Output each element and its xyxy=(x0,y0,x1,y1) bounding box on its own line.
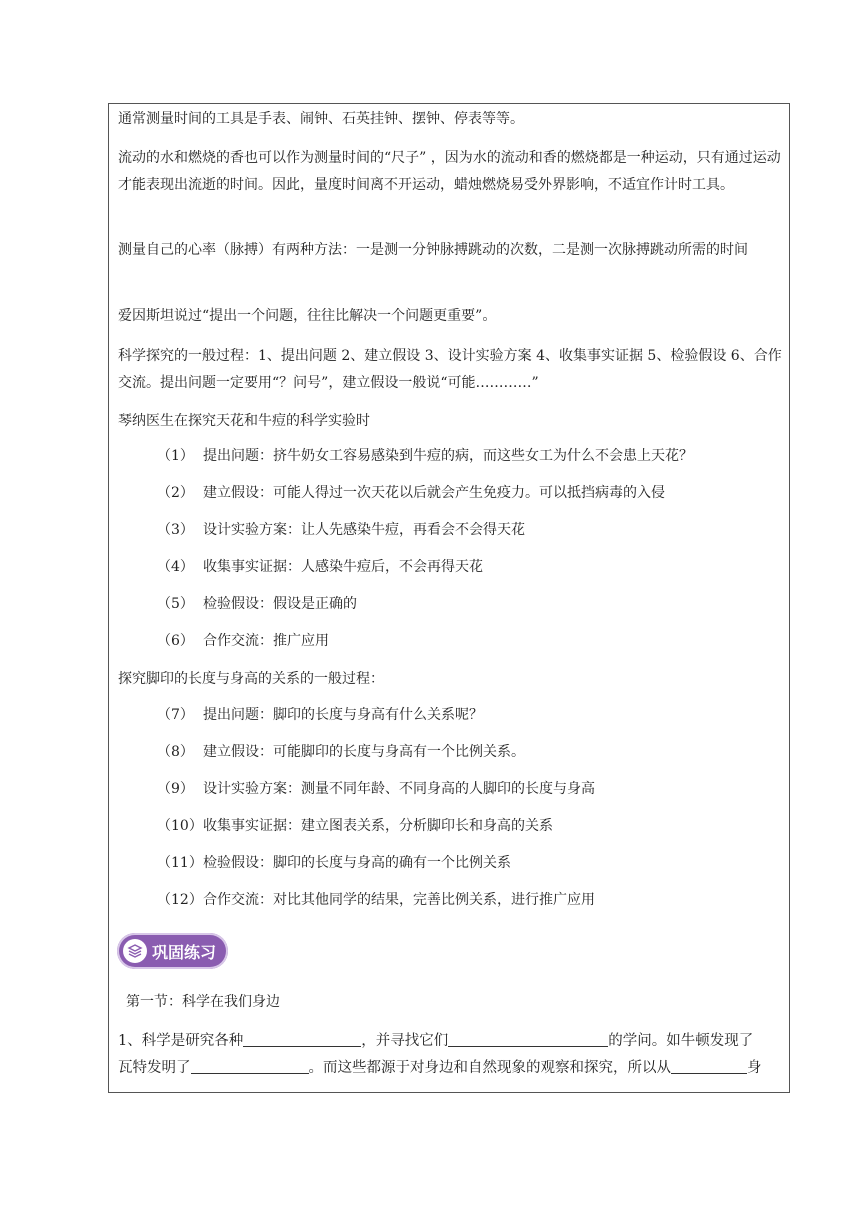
paragraph-heart-rate: 测量自己的心率（脉搏）有两种方法：一是测一分钟脉搏跳动的次数，二是测一次脉搏跳动所需的时间 xyxy=(118,242,748,258)
answer-blank[interactable] xyxy=(448,1030,608,1047)
answer-blank[interactable] xyxy=(671,1057,747,1074)
paragraph-footprint: 探究脚印的长度与身高的关系的一般过程： xyxy=(118,671,384,687)
list-item: （6） 合作交流：推广应用 xyxy=(157,633,329,649)
paragraph-einstein: 爱因斯坦说过“提出一个问题，往往比解决一个问题更重要”。 xyxy=(118,308,497,324)
paragraph-jenner: 琴纳医生在探究天花和牛痘的科学实验时 xyxy=(118,413,370,429)
paragraph-water-incense: 流动的水和燃烧的香也可以作为测量时间的“尺子” ，因为水的流动和香的燃烧都是一种运动，只有通过运动才能表现出流逝的时间。因此，量度时间离不开运动，蜡烛燃烧易受外界影响，不适宜作计时工具。 xyxy=(118,150,781,193)
paragraph-inquiry-process: 科学探究的一般过程：1、提出问题 2、建立假设 3、设计实验方案 4、收集事实证据 5、检验假设 6、合作交流。提出问题一定要用“？问号”，建立假设一般说“可能…………” xyxy=(118,348,782,391)
list-item: （10）收集事实证据：建立图表关系，分析脚印长和身高的关系 xyxy=(157,818,553,834)
list-item: （7） 提出问题：脚印的长度与身高有什么关系呢？ xyxy=(157,707,483,723)
list-item: （2） 建立假设：可能人得过一次天花以后就会产生免疫力。可以抵挡病毒的入侵 xyxy=(157,485,665,501)
section-badge xyxy=(117,933,228,969)
list-item: （4） 收集事实证据：人感染牛痘后，不会再得天花 xyxy=(157,559,483,575)
section-badge-label: 巩固练习 xyxy=(152,942,217,962)
list-item: （3） 设计实验方案：让人先感染牛痘，再看会不会得天花 xyxy=(157,522,525,538)
exercise-line-1: 1、科学是研究各种 ，并寻找它们 的学问。如牛顿发现了 xyxy=(118,1028,782,1055)
list-item: （9） 设计实验方案：测量不同年龄、不同身高的人脚印的长度与身高 xyxy=(157,781,595,797)
paragraph-tools: 通常测量时间的工具是手表、闹钟、石英挂钟、摆钟、停表等等。 xyxy=(118,111,524,127)
answer-blank[interactable] xyxy=(243,1030,361,1047)
layers-icon xyxy=(123,939,147,963)
section-subtitle: 第一节：科学在我们身边 xyxy=(126,994,280,1010)
list-item: （12）合作交流：对比其他同学的结果，完善比例关系，进行推广应用 xyxy=(157,892,595,908)
answer-blank[interactable] xyxy=(191,1057,309,1074)
list-item: （5） 检验假设：假设是正确的 xyxy=(157,596,357,612)
exercise-line-2: 瓦特发明了 。而这些都源于对身边和自然现象的观察和探究，所以从 身 xyxy=(118,1055,782,1082)
list-item: （1） 提出问题：挤牛奶女工容易感染到牛痘的病，而这些女工为什么不会患上天花？ xyxy=(157,448,693,464)
list-item: （8） 建立假设：可能脚印的长度与身高有一个比例关系。 xyxy=(157,744,525,760)
list-item: （11）检验假设：脚印的长度与身高的确有一个比例关系 xyxy=(157,855,511,871)
